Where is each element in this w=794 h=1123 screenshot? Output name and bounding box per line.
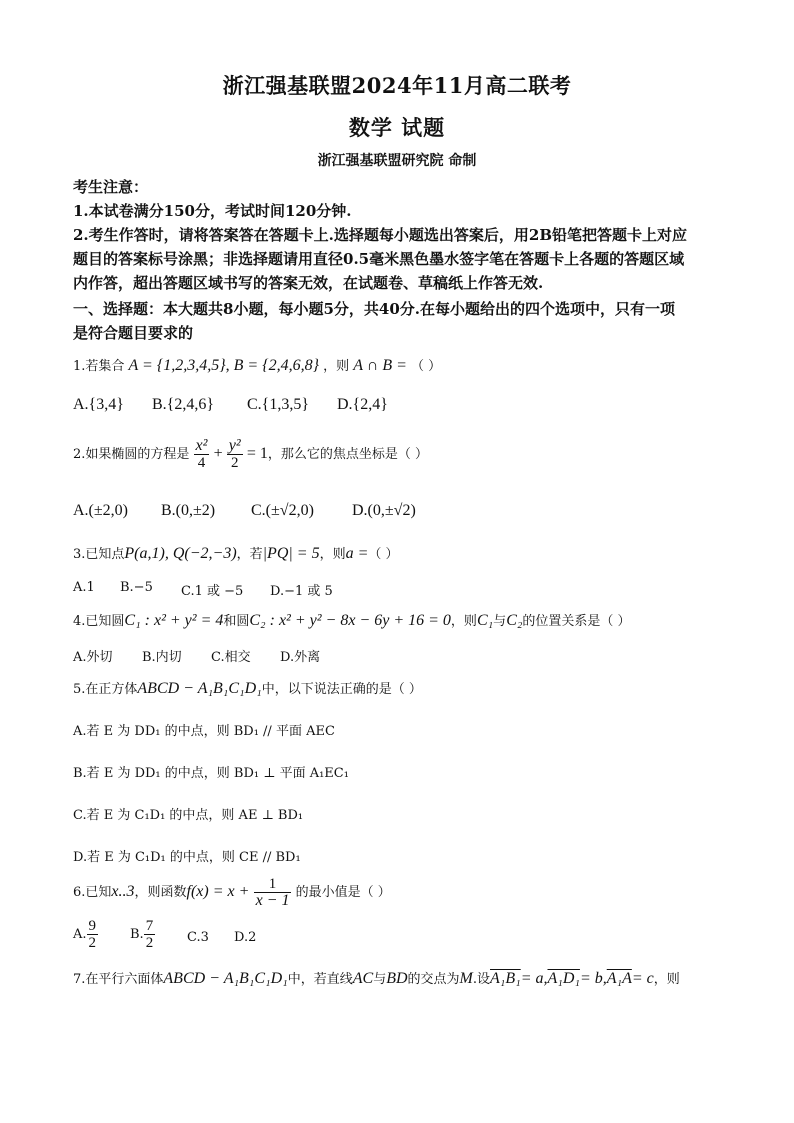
q1-option-d: D.{2,4} (337, 396, 388, 413)
q6-suffix: 的最小值是（ ） (295, 885, 391, 900)
q4-prefix: 4.已知圆 (73, 614, 125, 629)
q5-option-d: D.若 E 为 C₁D₁ 的中点，则 CE // BD₁ (73, 850, 301, 865)
question-1: 1.若集合 A = {1,2,3,4,5}, B = {2,4,6,8} ，则 A ∩ B = （ ） (73, 357, 442, 374)
q2-option-d: D.(0,±√2) (352, 502, 416, 519)
q4-circle-2: C₂ : x² + y² − 8x − 6y + 16 = 0 (249, 612, 451, 629)
question-4 (73, 610, 631, 630)
q6-option-c: C.3 (187, 930, 209, 945)
q2-option-c: C.(±√2,0) (251, 502, 314, 519)
q7-eq-2: = b, (579, 970, 607, 987)
q3-option-c: C.1 或 −5 (181, 584, 244, 599)
q2-equals: = 1 (246, 445, 268, 462)
q3-paren: （ ） (368, 547, 399, 562)
q5-option-a: A.若 E 为 DD₁ 的中点，则 BD₁ // 平面 AEC (73, 724, 335, 739)
q7-eq-1: = a, (520, 970, 548, 987)
q6-fraction: $\frac{1}{x - 1}$ (255, 876, 290, 909)
q5-prefix: 5.在正方体 (73, 682, 138, 697)
q5-suffix: 中，以下说法正确的是（ ） (261, 682, 422, 697)
q6-prefix: 6.已知 (73, 885, 112, 900)
q4-suffix: 的位置关系是（ ） (522, 614, 631, 629)
q2-fraction-y: $\frac{\text{y²}}{2}$ (228, 437, 241, 471)
q3-mid2: ，则 (319, 547, 346, 562)
q7-vector-3: A₁A (606, 970, 632, 987)
q4-option-b: B.内切 (142, 650, 182, 665)
q4-c2-ref: C₂ (506, 612, 523, 629)
q7-solid: ABCD − A₁B₁C₁D₁ (163, 970, 288, 987)
q7-mid: 中，若直线 (287, 972, 353, 987)
q4-mid: 和圆 (223, 614, 250, 629)
q7-point-m: M (459, 970, 473, 987)
question-6 (73, 876, 391, 909)
q7-eq-3: = c (631, 970, 654, 987)
q4-option-d: D.外离 (280, 650, 321, 665)
q2-prefix: 2.如果椭圆的方程是 (73, 447, 190, 462)
q3-ask: a = (345, 545, 369, 562)
q2-option-a: A.(±2,0) (73, 502, 128, 519)
q2-suffix: ，那么它的焦点坐标是（ ） (267, 447, 428, 462)
q1-mid: ，则 (323, 359, 350, 374)
q1-option-c: C.{1,3,5} (247, 396, 310, 413)
q6-mid: ，则函数 (134, 885, 187, 900)
q7-suffix: ，则 (653, 972, 680, 987)
q1-option-a: A.{3,4} (73, 396, 124, 413)
q1-set-b: B = {2,4,6,8} (233, 357, 319, 374)
question-7 (73, 968, 680, 988)
issuer-line: 浙江强基联盟研究院 命制 (317, 153, 477, 169)
q7-line-ac: AC (352, 970, 374, 987)
q1-prefix: 1.若集合 (73, 359, 125, 374)
q6-function: f(x) = x + (186, 883, 250, 900)
q3-condition: |PQ| = 5 (262, 545, 320, 562)
q2-option-b: B.(0,±2) (161, 502, 216, 519)
notice-heading: 考生注意： (73, 178, 149, 196)
notice-line-1: 1.本试卷满分150分，考试时间120分钟. (73, 202, 352, 220)
section-1-line-1: 一、选择题：本大题共8小题，每小题5分，共40分.在每小题给出的四个选项中，只有一项 (73, 300, 675, 318)
q7-prefix: 7.在平行六面体 (73, 972, 164, 987)
q3-mid: ，若 (236, 547, 263, 562)
q2-plus: + (213, 445, 223, 462)
q4-circle-1: C₁ : x² + y² = 4 (124, 612, 224, 629)
q7-vector-2: A₁D₁ (547, 970, 580, 987)
question-3 (73, 543, 399, 563)
notice-line-2b: 题目的答案标号涂黑；非选择题请用直径0.5毫米黑色墨水签字笔在答题卡上各题的答题区域 (73, 250, 685, 268)
q4-option-a: A.外切 (73, 650, 113, 665)
page-title: 浙江强基联盟2024年11月高二联考 (222, 73, 572, 98)
q5-option-b: B.若 E 为 DD₁ 的中点，则 BD₁ ⊥ 平面 A₁EC₁ (73, 766, 349, 781)
q3-option-a: A.1 (73, 580, 95, 595)
q4-mid3: 与 (493, 614, 507, 629)
q4-option-c: C.相交 (211, 650, 251, 665)
q5-option-c: C.若 E 为 C₁D₁ 的中点，则 AE ⊥ BD₁ (73, 808, 304, 823)
q3-points: P(a,1), Q(−2,−3) (124, 545, 237, 562)
q1-expr: A ∩ B = (353, 357, 407, 374)
q4-c1-ref: C₁ (476, 612, 494, 629)
q3-option-b: B.−5 (120, 580, 153, 595)
q7-mid2: 与 (373, 972, 387, 987)
q6-option-b: B. $\frac{7}{2}$ (130, 918, 154, 951)
page-subtitle: 数学 试题 (348, 115, 446, 140)
q6-option-d: D.2 (234, 930, 257, 945)
q7-mid3: 的交点为 (407, 972, 460, 987)
q1-paren: （ ） (411, 359, 442, 374)
q4-mid2: ，则 (450, 614, 477, 629)
q7-vector-1: A₁B₁ (490, 970, 521, 987)
q6-condition: x..3 (111, 883, 135, 900)
q2-fraction-x: $\frac{\text{x²}}{4}$ (195, 437, 208, 471)
q1-option-b: B.{2,4,6} (152, 396, 215, 413)
q6-option-a: A. $\frac{9}{2}$ (73, 918, 97, 951)
q3-option-d: D.−1 或 5 (270, 584, 333, 599)
notice-line-2c: 内作答，超出答题区域书写的答案无效，在试题卷、草稿纸上作答无效. (73, 274, 544, 292)
question-2 (73, 438, 428, 471)
q7-line-bd: BD (386, 970, 408, 987)
q1-set-a: A = {1,2,3,4,5} (128, 357, 226, 374)
notice-line-2a: 2.考生作答时，请将答案答在答题卡上.选择题每小题选出答案后，用2B铅笔把答题卡上对应 (73, 226, 688, 244)
section-1-line-2: 是符合题目要求的 (73, 324, 194, 342)
q3-prefix: 3.已知点 (73, 547, 125, 562)
q7-mid4: .设 (472, 972, 491, 987)
q5-solid: ABCD − A₁B₁C₁D₁ (137, 680, 262, 697)
question-5 (73, 678, 422, 698)
